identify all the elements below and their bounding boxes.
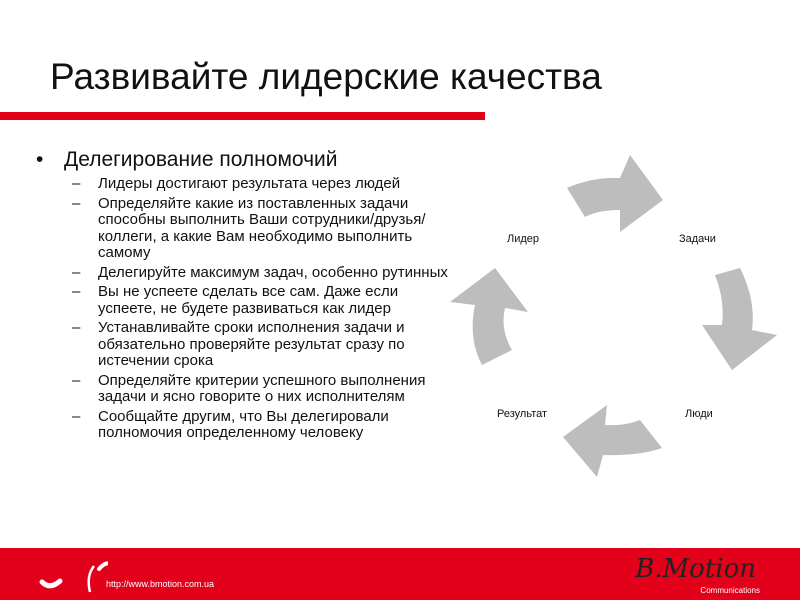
company-logo-icon	[38, 556, 108, 596]
list-item-text: Определяйте какие из поставленных задачи способны выполнить Ваши сотрудники/друзья/коллеги, а какие Вам необходимо выполнить самому	[98, 194, 426, 261]
list-item-text: Определяйте критерии успешного выполнения задачи и ясно говорите о них исполнителям	[98, 371, 426, 405]
cycle-label-leader: Лидер	[507, 233, 540, 245]
list-item-text: Лидеры достигают результата через людей	[98, 175, 401, 192]
slide-title: Развивайте лидерские качества	[50, 56, 602, 97]
arrow-right-icon	[567, 155, 663, 232]
bullet-dot-icon: •	[36, 148, 44, 171]
dash-icon: –	[72, 194, 81, 212]
dash-icon: –	[72, 371, 81, 389]
arrow-left-icon	[563, 405, 662, 477]
dash-icon: –	[72, 407, 81, 425]
dash-icon: –	[72, 175, 81, 192]
website-link[interactable]: http://www.bmotion.com.ua	[106, 579, 215, 589]
cycle-label-result: Результат	[497, 408, 548, 420]
main-bullet-text: Делегирование полномочий	[64, 148, 338, 171]
dash-icon: –	[72, 283, 81, 300]
cycle-label-tasks: Задачи	[679, 233, 716, 245]
list-item-text: Устанавливайте сроки исполнения задачи и обязательно проверяйте результат сразу по истечении срока	[98, 319, 405, 369]
dash-icon: –	[72, 319, 81, 336]
brand-logo: B.Motion	[635, 554, 756, 584]
arrow-down-icon	[702, 268, 777, 370]
brand-subtitle: Communications	[700, 586, 760, 595]
dash-icon: –	[72, 263, 81, 281]
list-item-text: Вы не успеете сделать все сам. Даже если успеете, не будете развиваться как лидер	[98, 283, 399, 317]
footer-bar	[0, 548, 800, 600]
list-item-text: Сообщайте другим, что Вы делегировали полномочия определенному человеку	[98, 407, 389, 441]
arrow-up-icon	[450, 268, 528, 365]
list-item-text: Делегируйте максимум задач, особенно рутинных	[98, 263, 448, 281]
cycle-label-people: Люди	[685, 408, 713, 420]
